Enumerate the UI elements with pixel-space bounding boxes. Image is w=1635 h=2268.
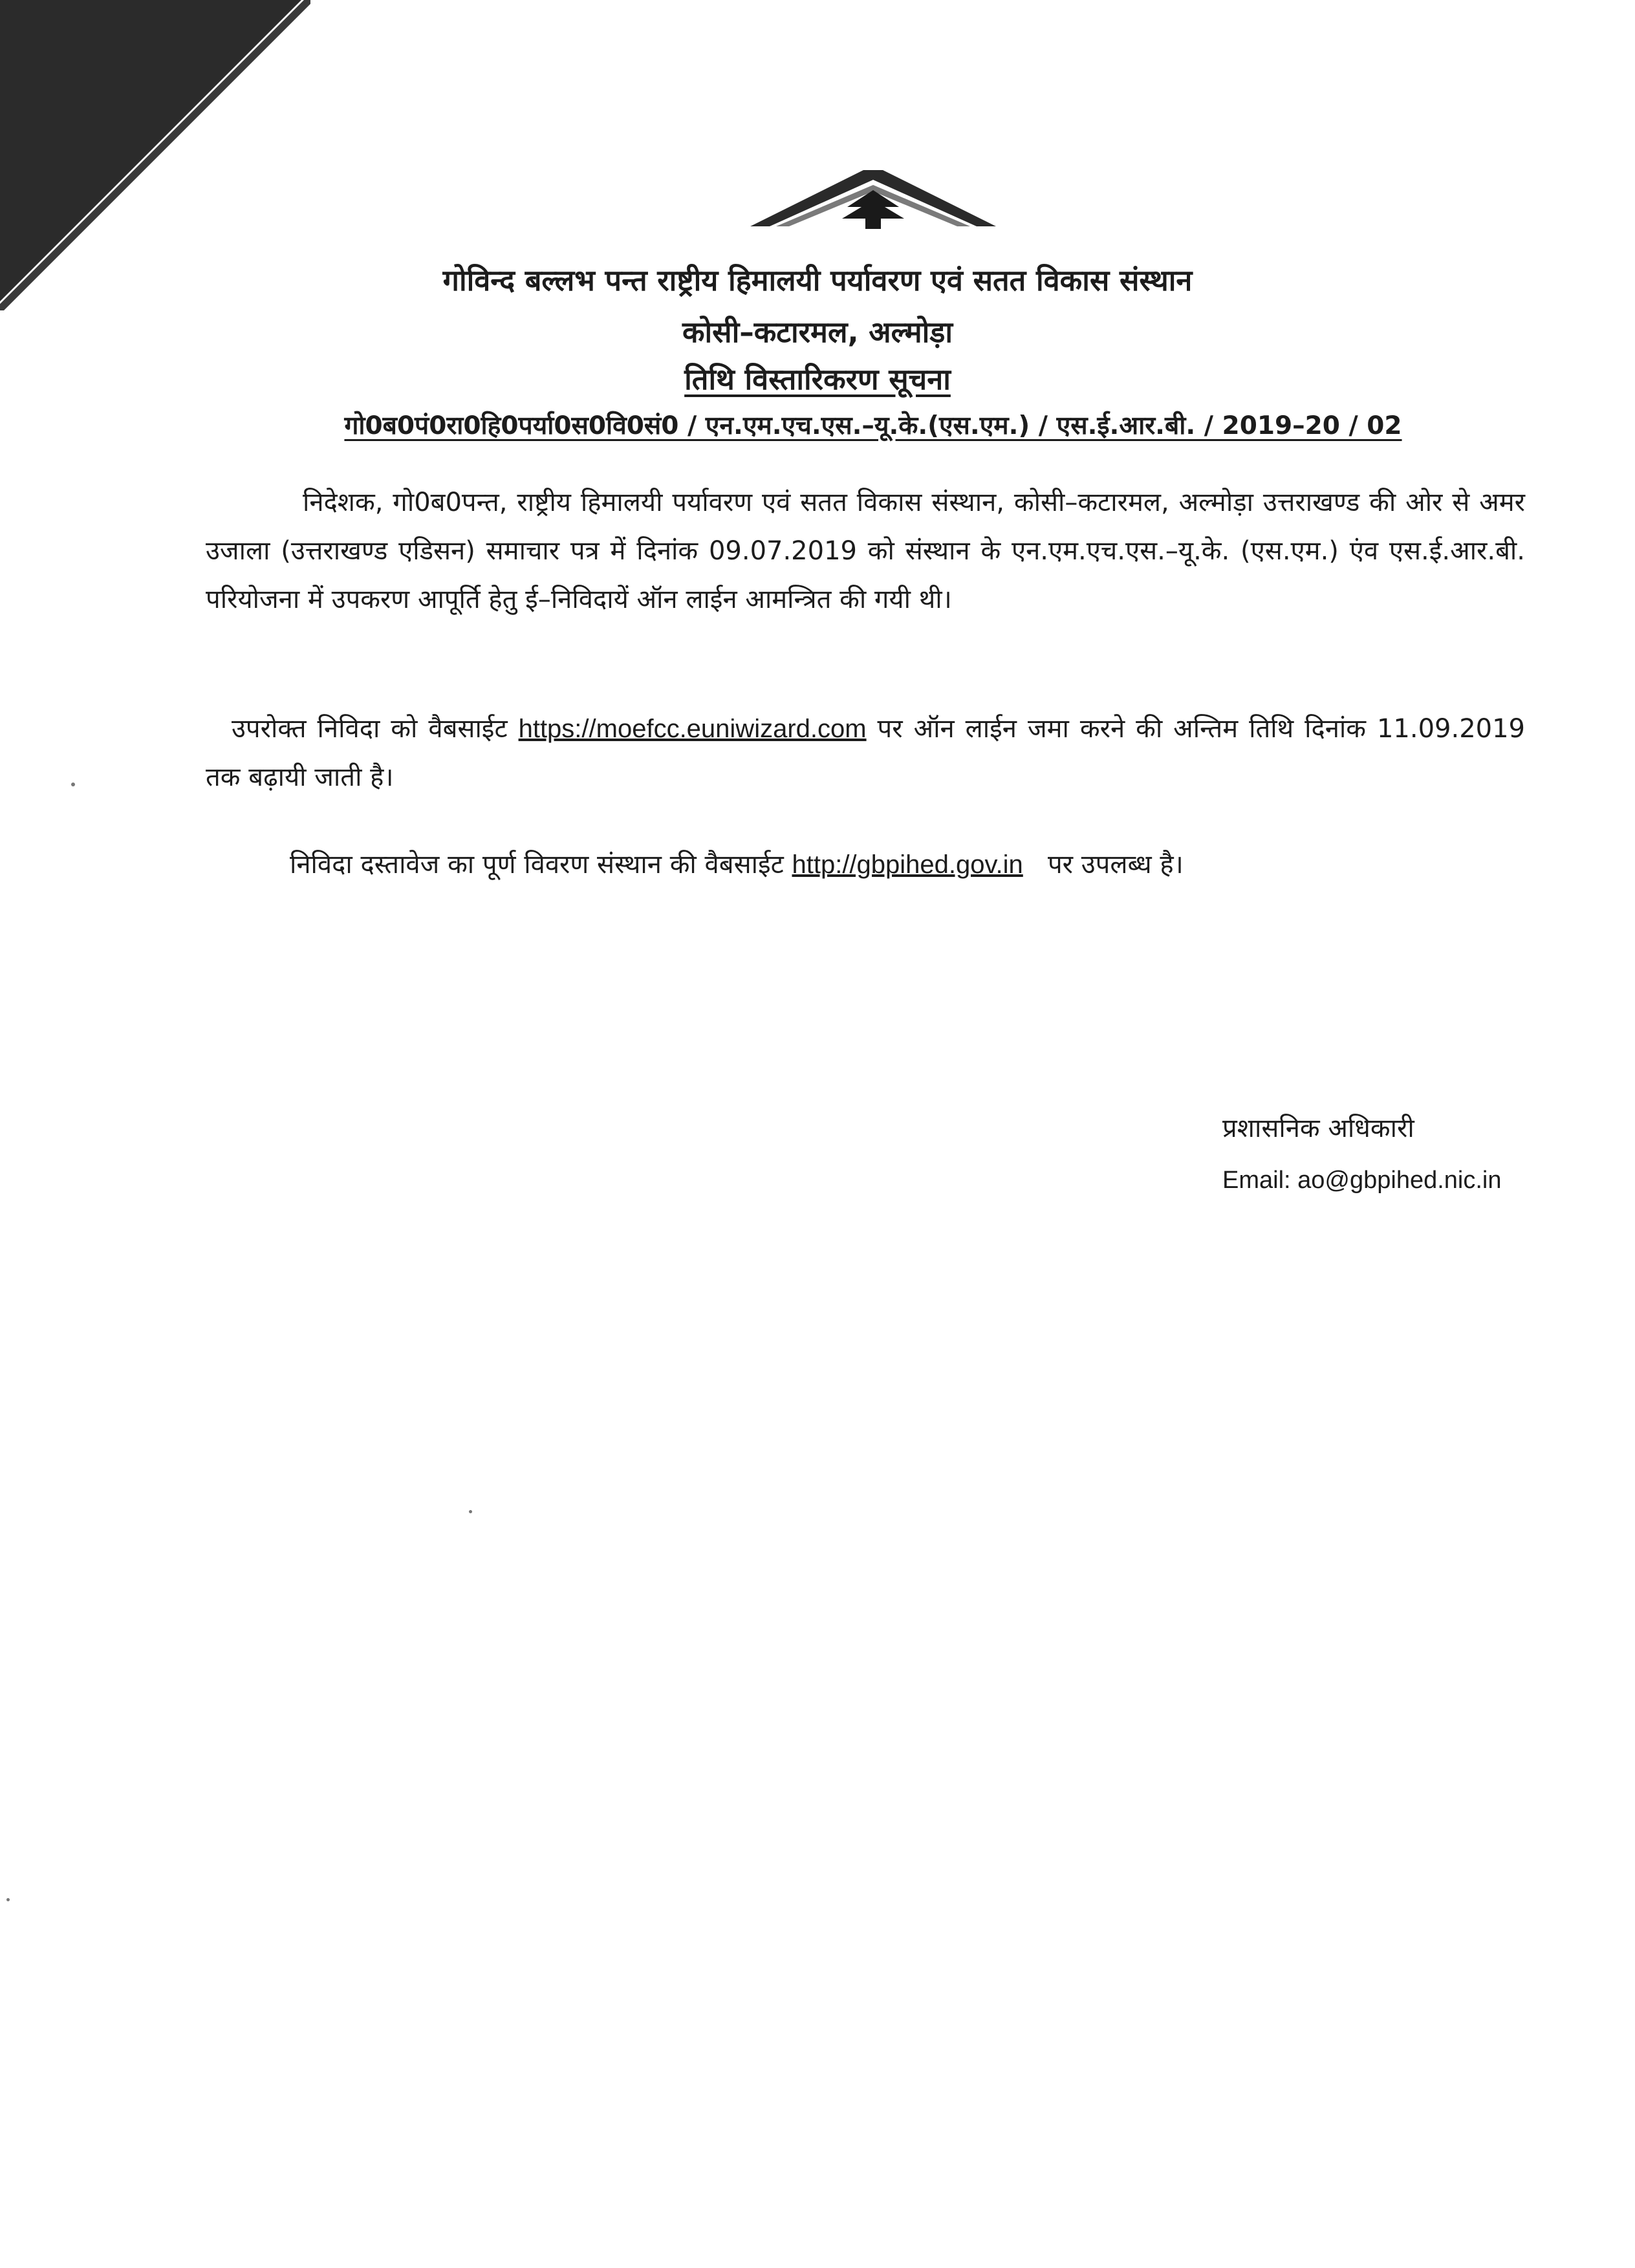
signature-block bbox=[1222, 1103, 1502, 1206]
notice-title bbox=[0, 359, 1635, 398]
organization-location: कोसी–कटारमल, अल्मोड़ा bbox=[682, 315, 953, 349]
paragraph-2-lead: उपरोक्त निविदा को वैबसाईट bbox=[232, 714, 508, 744]
signatory-email-row bbox=[1222, 1154, 1502, 1206]
notice-paragraph-2 bbox=[206, 705, 1525, 802]
email-label: Email: bbox=[1222, 1167, 1291, 1194]
notice-title-text: तिथि विस्तारिकरण सूचना bbox=[684, 362, 951, 396]
notice-paragraph-1: निदेशक, गो0ब0पन्त, राष्ट्रीय हिमालयी पर्यावरण एवं सतत विकास संस्थान, कोसी–कटारमल, अल्मोड़ा उत्तराखण्ड की ओर से अमर उजाला (उत्तराखण्ड एडिसन) समाचार पत्र में दिनांक 09.07.2019 को संस्थान के एन.एम.एच.एस.–यू.के. (एस.एम.) एंव एस.ई.आर.बी. परियोजना में उपकरण आपूर्ति हेतु ई–निविदायें ऑन लाईन आमन्त्रित की गयी थी। bbox=[206, 488, 1525, 614]
scan-speck bbox=[6, 1898, 10, 1901]
organization-name: गोविन्द बल्लभ पन्त राष्ट्रीय हिमालयी पर्यावरण एवं सतत विकास संस्थान bbox=[442, 263, 1193, 297]
paragraph-3-lead: निविदा दस्तावेज का पूर्ण विवरण संस्थान की वैबसाईट bbox=[290, 850, 784, 880]
institute-logo-icon bbox=[750, 167, 996, 232]
signatory-email[interactable]: ao@gbpihed.nic.in bbox=[1297, 1167, 1502, 1194]
scan-speck bbox=[71, 783, 75, 786]
paragraph-2-tail: पर ऑन लाईन जमा करने की अन्तिम तिथि दिनांक 11.09.2019 तक बढ़ायी जाती है। bbox=[206, 714, 1525, 792]
reference-number bbox=[330, 407, 1416, 442]
institute-website-link[interactable]: http://gbpihed.gov.in bbox=[792, 850, 1023, 879]
notice-paragraph-3 bbox=[206, 841, 1525, 889]
tender-portal-link[interactable]: https://moefcc.euniwizard.com bbox=[518, 715, 867, 743]
signatory-designation: प्रशासनिक अधिकारी bbox=[1222, 1114, 1414, 1143]
reference-number-text: गो0ब0पं0रा0हि0पर्या0स0वि0सं0 / एन.एम.एच.एस.–यू.के.(एस.एम.) / एस.ई.आर.बी. / 2019–20 / 02 bbox=[344, 411, 1402, 440]
paragraph-3-tail: पर उपलब्ध है। bbox=[1047, 850, 1184, 880]
scan-speck bbox=[469, 1510, 472, 1513]
